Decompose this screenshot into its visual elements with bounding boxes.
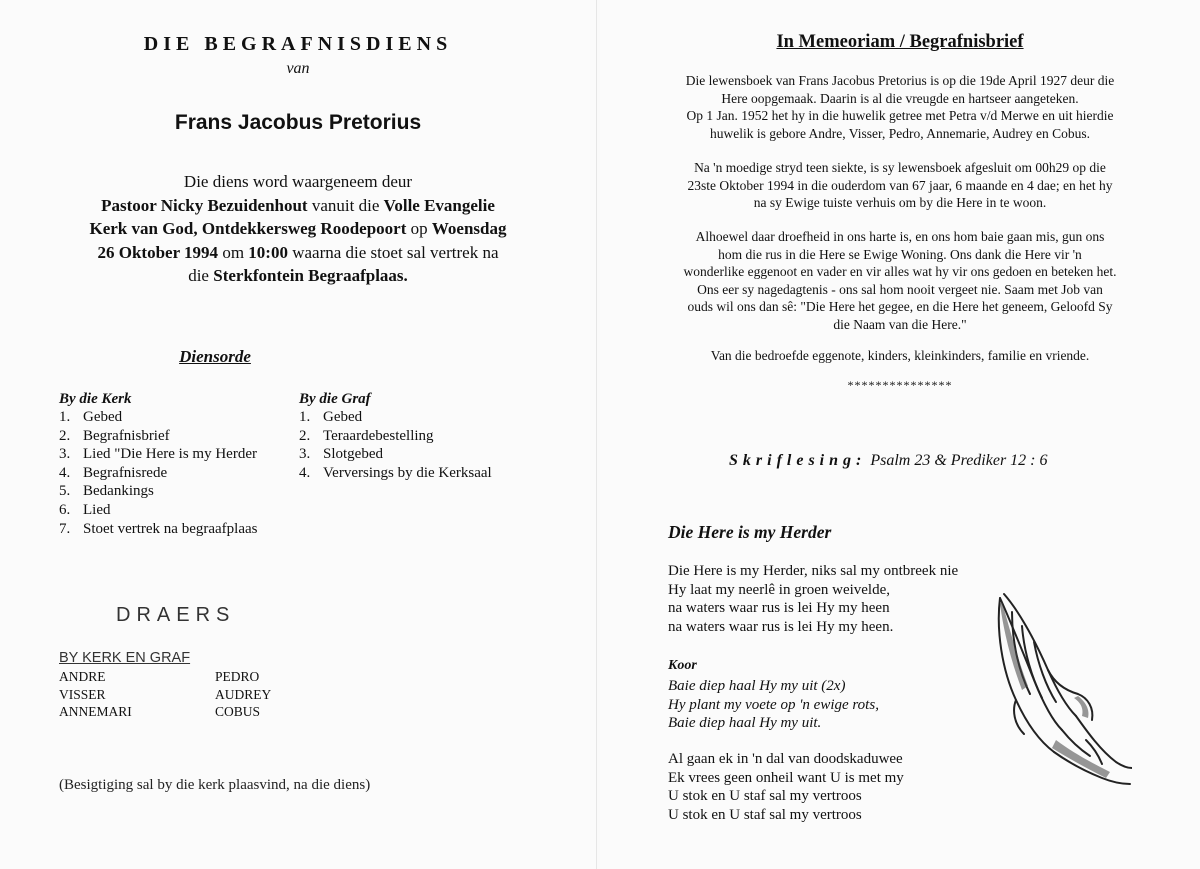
service-line-bold: Volle Evangelie [383, 195, 495, 215]
service-line-text: vanuit die [307, 195, 384, 215]
list-text: Begrafnisrede [83, 464, 168, 481]
kerk-item [59, 408, 258, 427]
paragraph-line: wonderlike eggenoot en vader en vir alles wat hy vir ons gedoen en beteken het. [683, 264, 1117, 280]
paragraph-line: Ons eer sy nagedagtenis - ons sal hom nooit vergeet nie. Saam met Job van [697, 281, 1103, 297]
service-title: DIE BEGRAFNISDIENS [143, 33, 453, 55]
service-line [0, 194, 596, 218]
paragraph-line: Van die bedroefde eggenote, kinders, kleinkinders, familie en vriende. [710, 348, 1090, 363]
bearer-name: VISSER [59, 686, 106, 702]
chorus-label: Koor [668, 658, 697, 673]
service-line-text: om [218, 242, 249, 262]
service-details [0, 170, 596, 288]
list-number: 4. [299, 464, 311, 481]
list-number: 2. [59, 427, 71, 444]
list-text: Slotgebed [323, 446, 383, 463]
memoriam-title: In Memeoriam / Begrafnisbrief [776, 32, 1024, 52]
hymn-line: Al gaan ek in 'n dal van doodskaduwee [668, 751, 903, 767]
service-line [0, 217, 596, 241]
bearer-name: ANNEMARI [59, 704, 132, 719]
graf-item [299, 464, 492, 483]
service-line-text: Die diens word waargeneem deur [183, 172, 413, 191]
paragraph-family [600, 347, 1200, 365]
hymn-line: na waters waar rus is lei Hy my heen [668, 600, 890, 616]
scripture-text: Psalm 23 & Prediker 12 : 6 [870, 452, 1048, 469]
paragraph-line: Die lewensboek van Frans Jacobus Pretorius is op die 19de April 1927 deur die [685, 73, 1115, 88]
graf-item [299, 427, 492, 446]
list-number: 1. [299, 409, 311, 425]
paragraph-line: 23ste Oktober 1994 in die ouderdom van 67 jaar, 6 maande en 4 dae; en het hy [687, 177, 1113, 193]
paragraph-tribute [600, 228, 1200, 334]
service-line-text: op [406, 219, 432, 238]
left-page [0, 0, 597, 869]
service-line-bold: 26 Oktober 1994 [97, 242, 219, 262]
besigtiging-note: (Besigtiging sal by die kerk plaasvind, na die diens) [59, 777, 371, 793]
kerk-item [59, 520, 258, 539]
graf-order [299, 391, 492, 482]
list-number: 7. [59, 520, 71, 537]
scripture-reading [729, 452, 1048, 470]
hymn-verse-2 [668, 750, 904, 824]
list-text: Lied [83, 501, 111, 518]
hymn-verse-1 [668, 562, 958, 636]
graf-item [299, 408, 492, 427]
service-line [0, 241, 596, 265]
kerk-item [59, 501, 258, 520]
van-label: van [286, 60, 310, 77]
list-number: 2. [299, 427, 311, 444]
praying-hands-icon [982, 590, 1132, 790]
bearers-column-2 [215, 668, 271, 721]
list-text: Stoet vertrek na begraafplaas [83, 520, 258, 537]
paragraph-line: Alhoewel daar droefheid in ons harte is, en ons hom baie gaan mis, gun ons [695, 229, 1105, 244]
hymn-title: Die Here is my Herder [668, 522, 832, 542]
chorus-line: Baie diep haal Hy my uit (2x) [668, 678, 846, 694]
paragraph-death [600, 159, 1200, 212]
kerk-order [59, 391, 258, 538]
list-text: Teraardebestelling [323, 427, 434, 444]
list-number: 3. [299, 446, 311, 463]
chorus-line: Hy plant my voete op 'n ewige rots, [668, 696, 879, 713]
by-kerk-en-graf-label: BY KERK EN GRAF [59, 650, 191, 666]
hymn-chorus [668, 677, 879, 733]
paragraph-line: na sy Ewige tuiste verhuis om by die Here in te woon. [753, 195, 1047, 211]
list-text: Gebed [323, 409, 363, 425]
kerk-heading: By die Kerk [59, 391, 132, 407]
right-page [600, 0, 1200, 869]
kerk-item [59, 445, 258, 464]
hymn-line: Die Here is my Herder, niks sal my ontbreek nie [668, 563, 959, 579]
list-text: Lied "Die Here is my Herder [83, 446, 257, 463]
list-text: Verversings by die Kerksaal [323, 464, 492, 481]
hymn-line: Hy laat my neerlê in groen weivelde, [668, 581, 890, 598]
bearer-name: ANDRE [59, 669, 106, 684]
draers-heading: DRAERS [116, 604, 236, 626]
paragraph-line: huwelik is gebore Andre, Visser, Pedro, Annemarie, Audrey en Cobus. [709, 125, 1091, 141]
graf-list [299, 408, 492, 482]
service-line-bold: Pastoor Nicky Bezuidenhout [101, 195, 308, 215]
service-line-text: waarna die stoet sal vertrek na [287, 242, 499, 262]
list-text: Bedankings [83, 483, 154, 500]
diensorde-heading: Diensorde [179, 347, 251, 366]
bearers-column-1 [59, 668, 132, 721]
separator-stars: *************** [847, 378, 953, 392]
paragraph-line: Op 1 Jan. 1952 het hy in die huwelik getree met Petra v/d Merwe en uit hierdie [686, 108, 1114, 124]
list-number: 1. [59, 409, 71, 425]
service-line-bold: 10:00 [248, 242, 288, 262]
paragraph-line: Na 'n moedige stryd teen siekte, is sy lewensboek afgesluit om 00h29 op die [694, 160, 1106, 175]
kerk-item [59, 427, 258, 446]
list-number: 6. [59, 501, 71, 518]
list-text: Begrafnisbrief [83, 427, 170, 444]
chorus-line: Baie diep haal Hy my uit. [668, 715, 822, 731]
hymn-line: U stok en U staf sal my vertroos [668, 788, 862, 804]
kerk-list [59, 408, 258, 538]
paragraph-line: hom die rus in die Here se Ewige Woning. Ons dank die Here vir 'n [718, 246, 1082, 262]
service-line-bold: Sterkfontein Begraafplaas. [213, 266, 408, 285]
service-line [0, 170, 596, 194]
kerk-item [59, 482, 258, 501]
list-number: 4. [59, 464, 71, 481]
hymn-line: U stok en U staf sal my vertroos [668, 806, 862, 823]
list-number: 5. [59, 483, 71, 500]
service-line-bold: Kerk van God, Ontdekkersweg Roodepoort [89, 219, 407, 238]
bearer-name: PEDRO [215, 669, 260, 684]
scripture-label: Skriflesing: [729, 452, 867, 469]
kerk-item [59, 464, 258, 483]
graf-item [299, 445, 492, 464]
service-line [0, 264, 596, 288]
paragraph-birth [600, 72, 1200, 142]
hymn-line: na waters waar rus is lei Hy my heen. [668, 618, 894, 635]
bearer-name: AUDREY [215, 686, 272, 702]
deceased-name: Frans Jacobus Pretorius [174, 111, 422, 134]
service-line-text: die [188, 266, 214, 285]
paragraph-line: Here oopgemaak. Daarin is al die vreugde en hartseer aangeteken. [721, 90, 1079, 106]
paragraph-line: ouds wil ons dan sê: "Die Here het gegee, en die Here het geneem, Geloofd Sy [687, 299, 1113, 315]
graf-heading: By die Graf [299, 391, 371, 407]
bearer-name: COBUS [215, 704, 261, 719]
list-text: Gebed [83, 409, 123, 425]
hymn-line: Ek vrees geen onheil want U is met my [668, 769, 904, 786]
list-number: 3. [59, 446, 71, 463]
paragraph-line: die Naam van die Here." [833, 316, 967, 332]
service-line-bold: Woensdag [431, 219, 507, 238]
